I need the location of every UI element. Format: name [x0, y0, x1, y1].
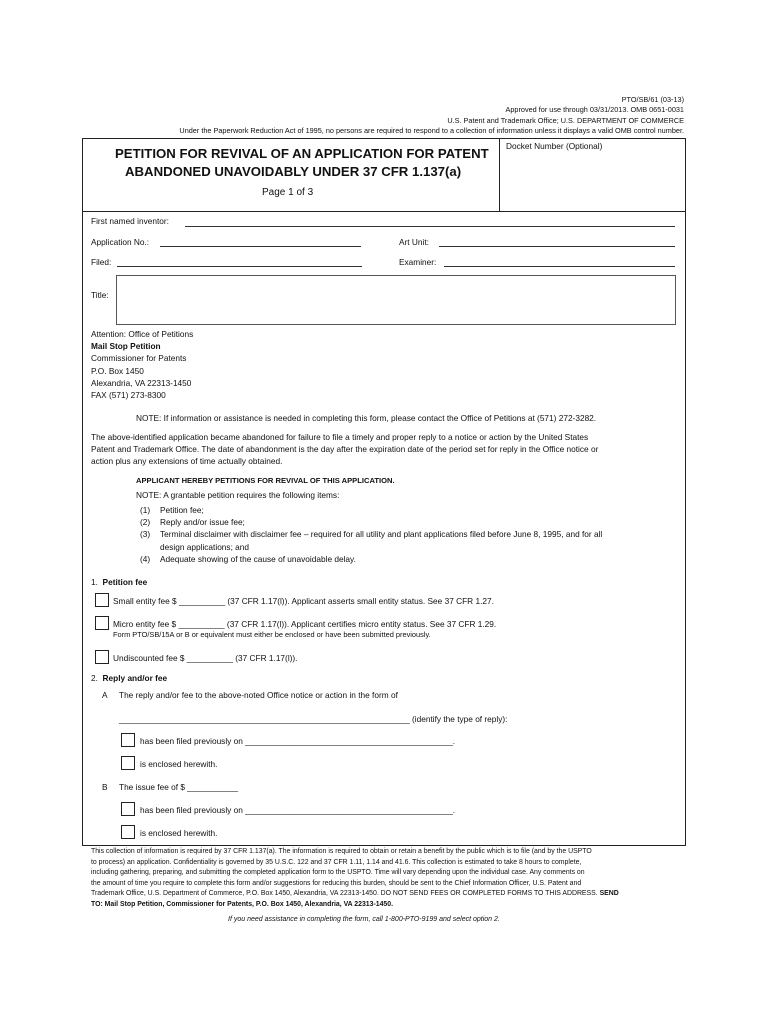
- application-no-label: Application No.:: [91, 237, 150, 247]
- part-b-text: The issue fee of $ ___________: [119, 782, 239, 792]
- micro-entity-text: Micro entity fee $ __________ (37 CFR 1.17(l)). Applicant certifies micro entity status. See 37 CFR 1.29.: [113, 619, 497, 629]
- title-label: Title:: [91, 290, 109, 300]
- agency-text: U.S. Patent and Trademark Office; U.S. DEPARTMENT OF COMMERCE: [447, 115, 684, 125]
- micro-entity-note: Form PTO/SB/15A or B or equivalent must either be enclosed or have been submitted previously.: [113, 630, 431, 639]
- title-box: [82, 138, 500, 212]
- petition-heading: APPLICANT HEREBY PETITIONS FOR REVIVAL OF THIS APPLICATION.: [136, 476, 395, 485]
- art-unit-field[interactable]: [439, 246, 675, 247]
- footer-line-4: the amount of time you require to complete this form and/or suggestions for reducing this burden, should be sent to the Chief Information Officer, U.S. Patent and: [91, 879, 582, 887]
- part-b-filed-checkbox[interactable]: [121, 802, 135, 816]
- part-a-text: The reply and/or fee to the above-noted Office notice or action in the form of: [119, 690, 398, 700]
- form-header: [179, 95, 684, 137]
- abandon-line-1: The above-identified application became abandoned for failure to file a timely and proper reply to a notice or action by the United States: [91, 432, 589, 442]
- commissioner-line: Commissioner for Patents: [91, 353, 187, 364]
- undiscounted-checkbox[interactable]: [95, 650, 109, 664]
- small-entity-checkbox[interactable]: [95, 593, 109, 607]
- docket-box[interactable]: [499, 138, 686, 212]
- abandonment-paragraph: [91, 431, 598, 468]
- examiner-label: Examiner:: [399, 257, 437, 267]
- section1-heading: 1. Petition fee: [91, 577, 148, 587]
- part-b-enclosed-text: is enclosed herewith.: [140, 828, 218, 838]
- part-a-enclosed-text: is enclosed herewith.: [140, 759, 218, 769]
- micro-entity-checkbox[interactable]: [95, 616, 109, 630]
- title-field[interactable]: [116, 275, 676, 325]
- first-inventor-label: First named inventor:: [91, 216, 169, 226]
- reply-type-line[interactable]: _______________________________________________________________ (identify the type of reply):: [119, 714, 508, 724]
- attention-line: Attention: Office of Petitions: [91, 329, 194, 339]
- fax-line: FAX (571) 273-8300: [91, 390, 166, 401]
- form-title-line2: ABANDONED UNAVOIDABLY UNDER 37 CFR 1.137(a): [125, 164, 462, 179]
- filed-label: Filed:: [91, 257, 112, 267]
- footer-line-5: Trademark Office, U.S. Department of Commerce, P.O. Box 1450, Alexandria, VA 22313-1450. DO NOT SEND FEES OR COMPLETED FORMS TO THIS ADDRESS. SEND: [91, 890, 619, 898]
- undiscounted-text: Undiscounted fee $ __________ (37 CFR 1.17(l)).: [113, 653, 298, 663]
- form-title-line1: PETITION FOR REVIVAL OF AN APPLICATION FOR PATENT: [115, 146, 489, 161]
- footer-line-2: to process) an application. Confidentiality is governed by 35 U.S.C. 122 and 37 CFR 1.11, 1.14 and 41.6. This collection is estimated to take 8 hours to complete,: [91, 858, 582, 866]
- footer-line-1: This collection of information is required by 37 CFR 1.137(a). The information is required to obtain or retain a benefit by the public which is to file (and by the USPTO: [91, 848, 592, 855]
- part-b-filed-text: has been filed previously on _____________________________________________.: [140, 805, 456, 815]
- footer-line-6: TO: Mail Stop Petition, Commissioner for Patents, P.O. Box 1450, Alexandria, VA 22313-1450.: [91, 900, 394, 908]
- burden-statement: [91, 847, 619, 911]
- paperwork-notice: Under the Paperwork Reduction Act of 1995, no persons are required to respond to a collection of information unless it displays a valid OMB control number.: [179, 126, 684, 136]
- abandon-line-2: Patent and Trademark Office. The date of abandonment is the day after the expiration date of the period set for reply in the Office notice or: [91, 444, 599, 455]
- grantable-note: NOTE: A grantable petition requires the following items:: [136, 490, 340, 500]
- list-item: (1) Petition fee;: [140, 505, 204, 515]
- list-item: (3) Terminal disclaimer with disclaimer fee – required for all utility and plant applications filed before June 8, 1995, and for all: [140, 529, 603, 540]
- part-a-filed-checkbox[interactable]: [121, 733, 135, 747]
- filed-field[interactable]: [117, 266, 362, 267]
- form-id: PTO/SB/61 (03-13): [621, 95, 684, 104]
- small-entity-text: Small entity fee $ __________ (37 CFR 1.17(l)). Applicant asserts small entity status. See 37 CFR 1.27.: [113, 596, 494, 606]
- docket-label: Docket Number (Optional): [506, 141, 603, 151]
- mail-stop-line: Mail Stop Petition: [91, 341, 161, 352]
- examiner-field[interactable]: [444, 266, 675, 267]
- section2-heading: 2. Reply and/or fee: [91, 673, 168, 683]
- part-a-label: A: [102, 690, 108, 700]
- requirements-list: [140, 504, 602, 565]
- list-item: design applications; and: [160, 541, 250, 552]
- part-a-filed-text: has been filed previously on _____________________________________________.: [140, 736, 456, 746]
- part-a-enclosed-checkbox[interactable]: [121, 756, 135, 770]
- art-unit-label: Art Unit:: [399, 237, 429, 247]
- part-b-label: B: [102, 782, 108, 792]
- list-item: (4) Adequate showing of the cause of unavoidable delay.: [140, 553, 356, 564]
- approval-text: Approved for use through 03/31/2013. OMB 0651-0031: [505, 105, 684, 115]
- po-box-line: P.O. Box 1450: [91, 365, 144, 376]
- assistance-note: NOTE: If information or assistance is needed in completing this form, please contact the Office of Petitions at (571) 272-3282.: [136, 413, 597, 423]
- abandon-line-3: action plus any extensions of time actually obtained.: [91, 456, 283, 467]
- list-item: (2) Reply and/or issue fee;: [140, 517, 245, 528]
- part-b-enclosed-checkbox[interactable]: [121, 825, 135, 839]
- footer-line-3: including gathering, preparing, and submitting the completed application form to the USPTO. Time will vary depending upon the individual case. Any comments on: [91, 869, 585, 877]
- first-inventor-field[interactable]: [185, 226, 675, 227]
- city-line: Alexandria, VA 22313-1450: [91, 377, 192, 388]
- address-block: [91, 328, 193, 401]
- assistance-line: If you need assistance in completing the form, call 1-800-PTO-9199 and select option 2.: [228, 916, 500, 923]
- page-number: Page 1 of 3: [262, 187, 314, 198]
- application-no-field[interactable]: [160, 246, 361, 247]
